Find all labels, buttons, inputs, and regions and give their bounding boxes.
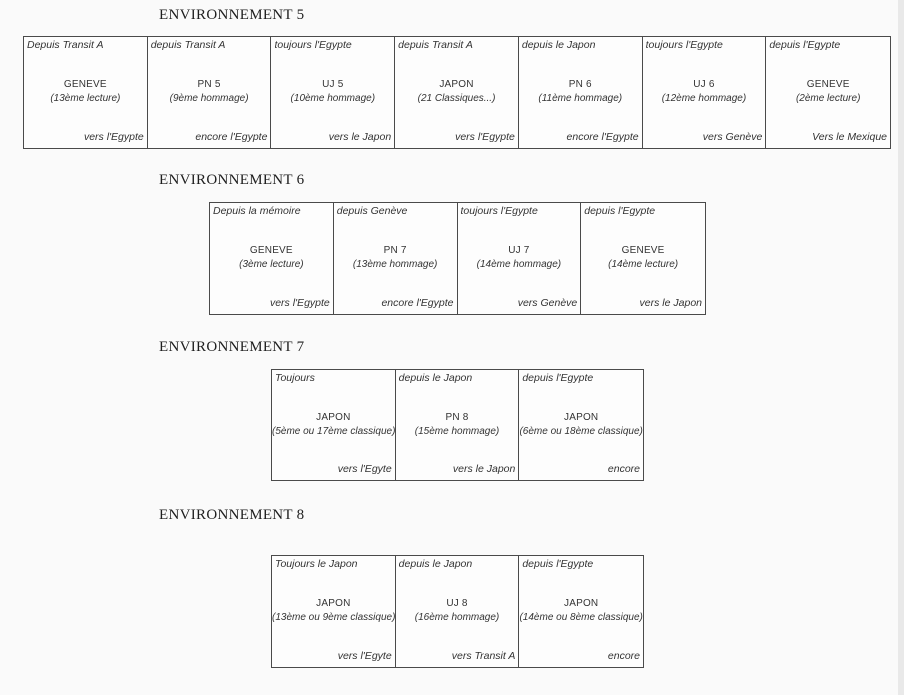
box-subtitle: (14ème ou 8ème classique) (519, 612, 643, 623)
env6-box-1 (210, 203, 334, 314)
box-title: UJ 8 (446, 598, 468, 609)
section-heading-env6: ENVIRONNEMENT 6 (159, 172, 305, 188)
env8-box-3 (519, 556, 643, 667)
box-title: JAPON (564, 412, 599, 423)
box-origin: depuis l'Egypte (522, 558, 594, 570)
box-subtitle: (12ème hommage) (661, 93, 747, 104)
box-subtitle: (2ème lecture) (795, 93, 861, 104)
box-origin: toujours l'Egypte (645, 39, 723, 51)
section-heading-env7: ENVIRONNEMENT 7 (159, 339, 305, 355)
box-destination: encore l'Egypte (381, 297, 454, 309)
box-subtitle: (14ème lecture) (608, 259, 679, 270)
box-title: GENEVE (63, 79, 107, 90)
box-origin: depuis l'Egypte (522, 372, 594, 384)
box-origin: depuis Transit A (398, 39, 473, 51)
box-destination: vers le Japon (328, 131, 392, 143)
box-destination: vers l'Egyte (337, 463, 392, 475)
env7-box-3 (519, 370, 643, 480)
box-subtitle: (21 Classiques...) (417, 93, 496, 104)
box-destination: vers le Japon (452, 463, 516, 475)
box-title: UJ 7 (508, 245, 530, 256)
box-subtitle: (16ème hommage) (414, 612, 500, 623)
box-title: GENEVE (249, 245, 293, 256)
env5-box-2 (148, 37, 272, 148)
box-subtitle: (13ème ou 9ème classique) (272, 612, 396, 623)
env8-box-1 (272, 556, 396, 667)
box-destination: vers l'Egypte (83, 131, 144, 143)
box-title: GENEVE (621, 245, 665, 256)
box-subtitle: (3ème lecture) (239, 259, 304, 270)
env5-box-5 (519, 37, 643, 148)
box-origin: depuis le Japon (398, 558, 473, 570)
box-subtitle: (14ème hommage) (476, 259, 562, 270)
box-subtitle: (10ème hommage) (290, 93, 376, 104)
env8-row (271, 555, 644, 668)
env5-box-7 (766, 37, 890, 148)
env6-box-2 (334, 203, 458, 314)
box-origin: depuis Genève (336, 205, 408, 217)
box-destination: vers l'Egypte (455, 131, 515, 143)
box-title: JAPON (316, 412, 351, 423)
box-subtitle: (9ème hommage) (169, 93, 249, 104)
box-origin: toujours l'Egypte (274, 39, 352, 51)
box-origin: Depuis Transit A (27, 39, 104, 51)
env5-box-3 (271, 37, 395, 148)
section-heading-env5: ENVIRONNEMENT 5 (159, 7, 305, 23)
box-title: PN 7 (383, 245, 407, 256)
box-title: UJ 5 (322, 79, 344, 90)
box-subtitle: (13ème lecture) (50, 93, 121, 104)
box-origin: Toujours (275, 372, 315, 384)
box-title: PN 8 (445, 412, 469, 423)
box-origin: depuis l'Egypte (584, 205, 656, 217)
box-destination: vers Transit A (451, 650, 516, 662)
box-title: JAPON (316, 598, 351, 609)
box-subtitle: (11ème hommage) (538, 93, 623, 104)
box-destination: encore (607, 650, 641, 662)
env5-box-1 (24, 37, 148, 148)
box-origin: Depuis la mémoire (213, 205, 301, 217)
box-destination: encore l'Egypte (195, 131, 268, 143)
env6-box-3 (458, 203, 582, 314)
box-title: JAPON (439, 79, 474, 90)
box-subtitle: (5ème ou 17ème classique) (272, 426, 396, 437)
box-title: JAPON (564, 598, 599, 609)
page-edge-shadow (898, 0, 904, 695)
box-origin: depuis le Japon (521, 39, 596, 51)
box-destination: encore l'Egypte (566, 131, 639, 143)
box-title: PN 6 (568, 79, 592, 90)
env7-box-1 (272, 370, 396, 480)
box-destination: vers l'Egyte (337, 650, 392, 662)
env7-box-2 (396, 370, 520, 480)
box-destination: encore (607, 463, 641, 475)
box-subtitle: (13ème hommage) (352, 259, 438, 270)
box-subtitle: (6ème ou 18ème classique) (519, 426, 643, 437)
box-title: UJ 6 (693, 79, 715, 90)
env8-box-2 (396, 556, 520, 667)
box-origin: depuis l'Egypte (769, 39, 841, 51)
env5-box-6 (643, 37, 767, 148)
box-origin: toujours l'Egypte (460, 205, 538, 217)
box-destination: vers le Japon (639, 297, 702, 309)
env5-row (23, 36, 891, 149)
box-title: GENEVE (806, 79, 850, 90)
box-destination: vers l'Egypte (269, 297, 330, 309)
box-origin: depuis Transit A (150, 39, 226, 51)
box-subtitle: (15ème hommage) (414, 426, 500, 437)
box-title: PN 5 (197, 79, 221, 90)
env6-box-4 (581, 203, 705, 314)
env6-row (209, 202, 706, 315)
box-origin: Toujours le Japon (275, 558, 358, 570)
env5-box-4 (395, 37, 519, 148)
box-destination: vers Genève (702, 131, 763, 143)
section-heading-env8: ENVIRONNEMENT 8 (159, 507, 305, 523)
env7-row (271, 369, 644, 481)
box-destination: Vers le Mexique (812, 131, 888, 143)
box-origin: depuis le Japon (398, 372, 473, 384)
box-destination: vers Genève (517, 297, 578, 309)
